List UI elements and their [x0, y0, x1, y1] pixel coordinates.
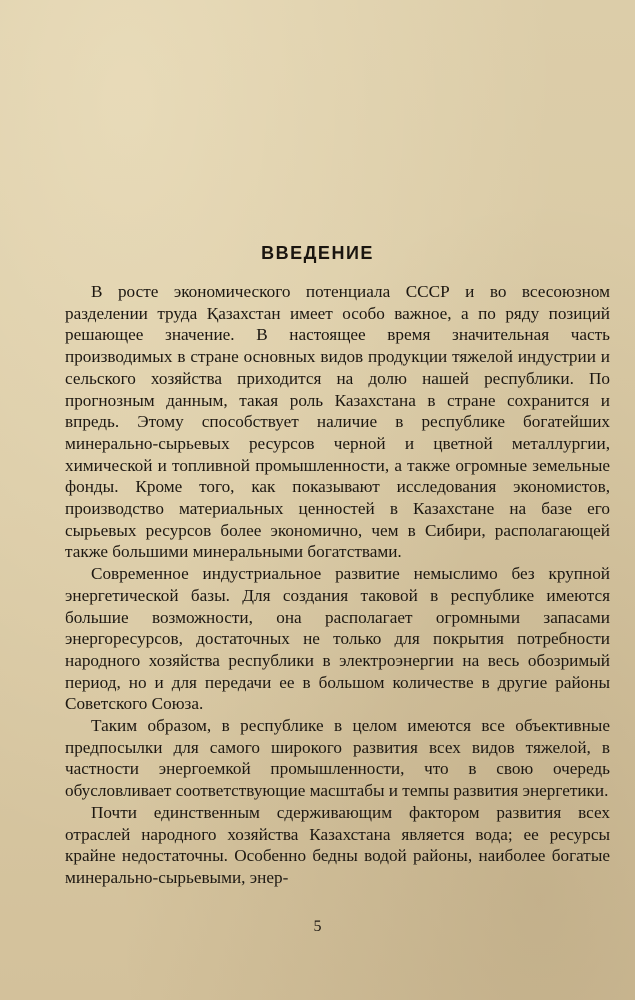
paragraph-2: Современное индустриальное развитие немыслимо без крупной энергетической базы. Для создания таковой в республике имеются большие возможности, она располагает огромными запасами энергоресурсов, достаточных не только для покрытия потребности народного хозяйства республики в электроэнергии на весь обозримый период, но и для передачи ее в большом количестве в другие районы Советского Союза.	[65, 564, 610, 714]
paragraph-3: Таким образом, в республике в целом имеются все объективные предпосылки для самого широкого развития всех видов тяжелой, в частности энергоемкой промышленности, что в свою очередь обусловливает соответствующие масштабы и темпы развития энергетики.	[65, 716, 610, 801]
body-text	[65, 281, 610, 889]
paragraph-1: В росте экономического потенциала СССР и во всесоюзном разделении труда Қазахстан имеет особо важное, а по ряду позиций решающее значение. В настоящее время значительная часть производимых в стране основных видов продукции тяжелой индустрии и сельского хозяйства приходится на долю нашей республики. По прогнозным данным, такая роль Казахстана в стране сохранится и впредь. Этому способствует наличие в республике богатейших минерально-сырьевых ресурсов черной и цветной металлургии, химической и топливной промышленности, а также огромные земельные фонды. Кроме того, как показывают исследования экономистов, производство материальных ценностей в Казахстане на базе его сырьевых ресурсов более экономично, чем в Сибири, располагающей также большими минеральными богатствами.	[65, 282, 610, 562]
page-number: 5	[313, 918, 322, 935]
paragraph-4: Почти единственным сдерживающим фактором развития всех отраслей народного хозяйства Казахстана является вода; ее ресурсы крайне недостаточны. Особенно бедны водой районы, наиболее богатые минерально-сырьевыми, энер-	[65, 802, 610, 887]
section-heading: ВВЕДЕНИЕ	[261, 243, 374, 263]
